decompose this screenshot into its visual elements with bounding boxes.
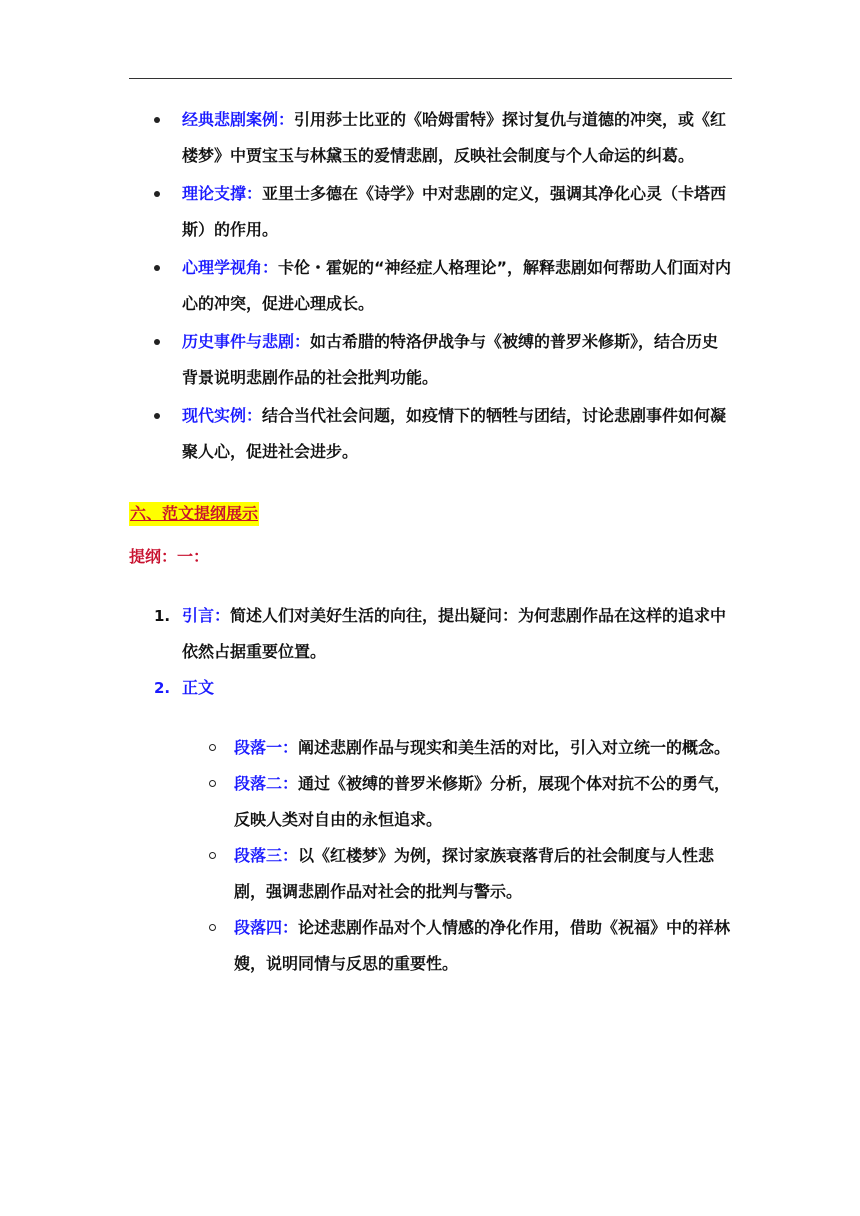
item-label: 段落一： xyxy=(234,738,299,757)
item-text: 结合当代社会问题，如疫情下的牺牲与团结，讨论悲剧事件如何凝聚人心，促进社会进步。 xyxy=(182,406,727,461)
list-item xyxy=(182,910,732,982)
bullet-icon xyxy=(154,191,160,197)
circle-bullet-icon xyxy=(209,852,216,859)
bullet-icon xyxy=(154,413,160,419)
item-label: 心理学视角： xyxy=(182,258,279,277)
circle-bullet-icon xyxy=(209,744,216,751)
item-text: 卡伦・霍妮的“神经症人格理论”，解释悲剧如何帮助人们面对内心的冲突，促进心理成长。 xyxy=(182,258,732,313)
circle-bullet-icon xyxy=(209,924,216,931)
list-item xyxy=(129,250,732,322)
section-heading: 六、范文提纲展示 xyxy=(129,502,259,526)
item-label: 段落三： xyxy=(234,846,299,865)
item-text: 阐述悲剧作品与现实和美生活的对比，引入对立统一的概念。 xyxy=(298,738,731,757)
header-rule xyxy=(129,78,732,79)
item-label: 段落二： xyxy=(234,774,299,793)
list-item xyxy=(182,730,732,766)
outline-list xyxy=(129,598,732,982)
item-label: 引言： xyxy=(182,606,231,625)
supporting-material-list xyxy=(129,102,732,470)
item-number: 2. xyxy=(154,679,171,697)
item-text: 论述悲剧作品对个人情感的净化作用，借助《祝福》中的祥林嫂，说明同情与反思的重要性。 xyxy=(234,918,731,973)
document-body xyxy=(129,102,732,982)
item-label: 经典悲剧案例： xyxy=(182,110,295,129)
item-text: 通过《被缚的普罗米修斯》分析，展现个体对抗不公的勇气，反映人类对自由的永恒追求。 xyxy=(234,774,731,829)
paragraph-list xyxy=(182,730,732,982)
outline-item xyxy=(129,598,732,670)
item-text: 亚里士多德在《诗学》中对悲剧的定义，强调其净化心灵（卡塔西斯）的作用。 xyxy=(182,184,727,239)
list-item xyxy=(182,766,732,838)
item-text: 引用莎士比亚的《哈姆雷特》探讨复仇与道德的冲突，或《红楼梦》中贾宝玉与林黛玉的爱情悲剧，反映社会制度与个人命运的纠葛。 xyxy=(182,110,727,165)
item-label: 现代实例： xyxy=(182,406,263,425)
bullet-icon xyxy=(154,117,160,123)
item-label: 正文 xyxy=(182,678,215,697)
item-label: 历史事件与悲剧： xyxy=(182,332,311,351)
item-label: 段落四： xyxy=(234,918,299,937)
circle-bullet-icon xyxy=(209,780,216,787)
list-item xyxy=(129,176,732,248)
item-number: 1. xyxy=(154,607,171,625)
list-item xyxy=(129,324,732,396)
item-text: 以《红楼梦》为例，探讨家族衰落背后的社会制度与人性悲剧，强调悲剧作品对社会的批判与警示。 xyxy=(234,846,715,901)
list-item xyxy=(129,102,732,174)
item-text: 简述人们对美好生活的向往，提出疑问：为何悲剧作品在这样的追求中依然占据重要位置。 xyxy=(182,606,727,661)
item-text: 如古希腊的特洛伊战争与《被缚的普罗米修斯》，结合历史背景说明悲剧作品的社会批判功能。 xyxy=(182,332,719,387)
bullet-icon xyxy=(154,339,160,345)
item-label: 理论支撑： xyxy=(182,184,263,203)
outline-item xyxy=(129,670,732,982)
list-item xyxy=(182,838,732,910)
list-item xyxy=(129,398,732,470)
bullet-icon xyxy=(154,265,160,271)
outline-label: 提纲：一： xyxy=(129,547,210,566)
